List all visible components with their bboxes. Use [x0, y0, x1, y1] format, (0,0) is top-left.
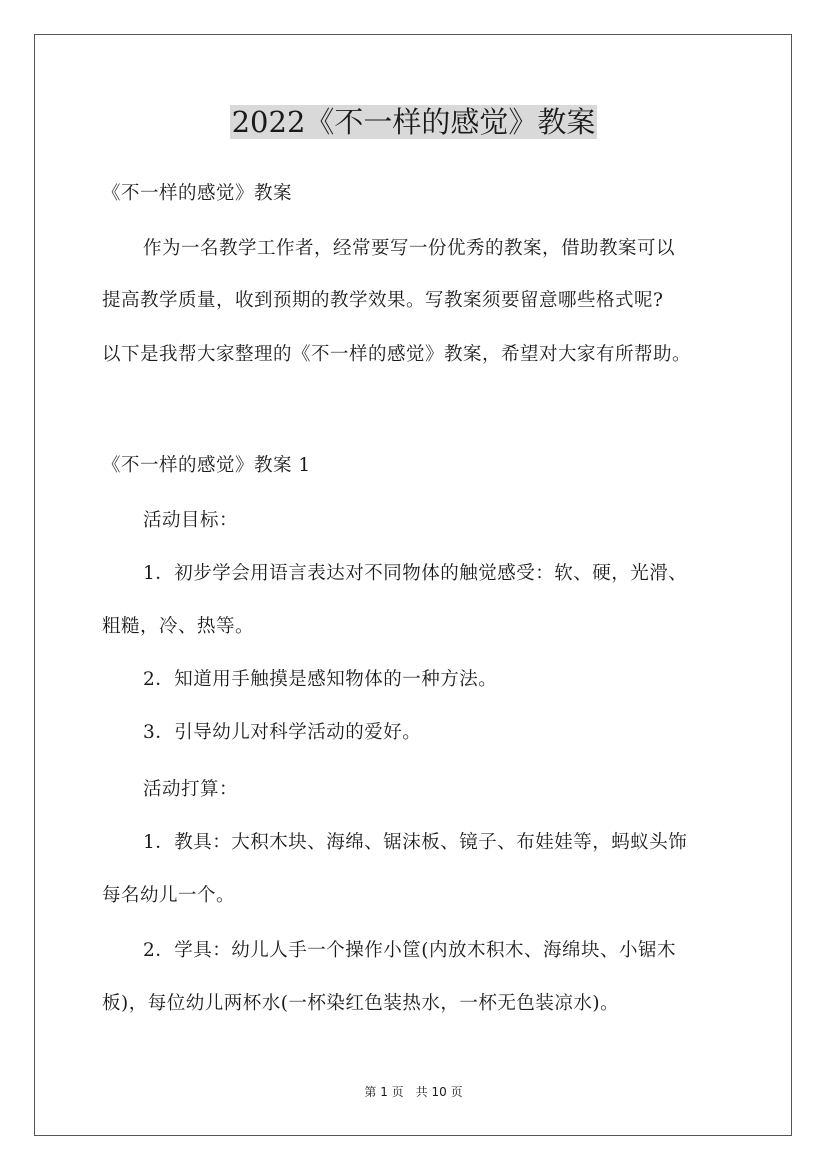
- list-item: 1．初步学会用语言表达对不同物体的触觉感受：软、硬，光滑、: [143, 563, 688, 584]
- subheading: 活动目标：: [143, 510, 239, 531]
- list-item-continuation: 板)，每位幼儿两杯水(一杯染红色装热水，一杯无色装凉水)。: [102, 993, 620, 1014]
- subheading: 活动打算：: [143, 779, 239, 800]
- list-item: 1．教具：大积木块、海绵、锯沫板、镜子、布娃娃等，蚂蚁头饰: [143, 832, 688, 853]
- document-title-text: 2022《不一样的感觉》教案: [231, 105, 596, 139]
- paragraph-line: 提高教学质量，收到预期的教学效果。写教案须要留意哪些格式呢?: [102, 290, 664, 311]
- section-heading: 《不一样的感觉》教案: [102, 183, 293, 204]
- section-heading: 《不一样的感觉》教案 1: [102, 455, 311, 476]
- document-title: [0, 100, 827, 144]
- list-item: 2．学具：幼儿人手一个操作小筐(内放木积木、海绵块、小锯木: [143, 940, 676, 961]
- list-item-continuation: 粗糙，冷、热等。: [102, 616, 255, 637]
- paragraph-line: 以下是我帮大家整理的《不一样的感觉》教案，希望对大家有所帮助。: [102, 344, 692, 365]
- list-item: 3．引导幼儿对科学活动的爱好。: [143, 722, 422, 743]
- paragraph-line: 作为一名教学工作者，经常要写一份优秀的教案，借助教案可以: [143, 238, 676, 259]
- list-item-continuation: 每名幼儿一个。: [102, 885, 236, 906]
- page-number: 第 1 页 共 10 页: [364, 1085, 463, 1099]
- list-item: 2．知道用手触摸是感知物体的一种方法。: [143, 669, 498, 690]
